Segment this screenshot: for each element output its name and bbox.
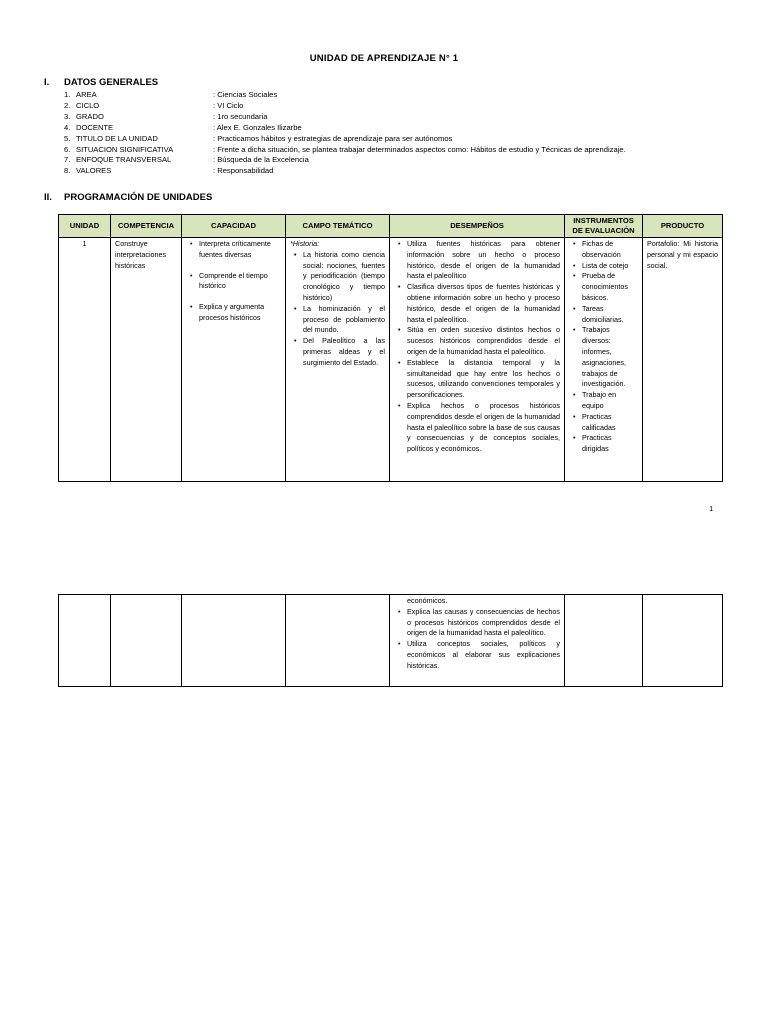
datos-label: GRADO [76,111,104,121]
section-programacion [44,192,212,203]
datos-number: 3. [64,111,71,121]
datos-number: 4. [64,122,71,132]
header-desempenos: DESEMPEÑOS [390,215,565,238]
section-title: PROGRAMACIÓN DE UNIDADES [64,192,213,203]
list-item: • Utiliza fuentes históricas para obtener información sobre un hecho o proceso histórico, desde el origen de la humanidad hasta el paleolítico [407,239,560,282]
cell-unidad [59,595,111,687]
datos-label: CICLO [76,100,100,110]
datos-number: 8. [64,166,71,176]
datos-label: AREA [76,90,97,99]
table-row [59,595,723,687]
datos-row [64,166,626,177]
desempeno-fragment: económicos. [407,596,448,605]
datos-row [64,155,626,166]
datos-row [64,90,626,101]
table-header-row [59,215,723,238]
datos-row [64,112,626,123]
list-item: • Del Paleolítico a las primeras aldeas y el surgimiento del Estado. [303,336,385,368]
cell-desempenos [390,238,565,482]
header-instrumentos: INSTRUMENTOS DE EVALUACIÓN [565,215,643,238]
datos-value: : Búsqueda de la Excelencia [213,155,309,165]
header-campo-tematico: CAMPO TEMÁTICO [286,215,390,238]
programacion-table [58,214,723,482]
section-number: I. [44,77,50,88]
list-item: • Interpreta críticamente fuentes diversas [199,239,281,261]
datos-label: SITUACION SIGNIFICATIVA [76,144,174,154]
header-producto: PRODUCTO [643,215,723,238]
list-item: • Explica hechos o procesos históricos comprendidos desde el origen de la humanidad hasta el paleolítico sobre la base de sus causas y consecuencias y de conceptos sociales, políticos y económicos. [407,401,560,455]
list-item: • Utiliza conceptos sociales, políticos y económicos al elaborar sus explicaciones históricas. [407,639,560,671]
header-competencia: COMPETENCIA [111,215,182,238]
datos-value: : Ciencias Sociales [213,90,278,99]
list-item: • La historia como ciencia social: nociones, fuentes y periodificación (tiempo cronológico y tiempo histórico) [303,250,385,304]
list-item: • Practicas dirigidas [582,433,638,455]
datos-value: : Responsabilidad [213,166,274,176]
list-item: • Explica las causas y consecuencias de hechos o procesos históricos comprendidos desde el origen de la humanidad hasta el paleolítico. [407,607,560,639]
header-capacidad: CAPACIDAD [182,215,286,238]
datos-label: ENFOQUE TRANSVERSAL [76,155,172,165]
section-datos-generales [44,77,158,88]
page-title: UNIDAD DE APRENDIZAJE N° 1 [309,53,459,64]
section-title: DATOS GENERALES [64,77,159,88]
cell-unidad: 1 [59,238,111,482]
cell-desempenos [390,595,565,687]
cell-competencia: Construye interpretaciones históricas [111,238,182,482]
cell-capacidad [182,595,286,687]
datos-number: 5. [64,133,71,143]
datos-value: : Frente a dicha situación, se plantea trabajar determinados aspectos como: Hábitos de estudio y Técnicas de aprendizaje. [213,144,626,154]
list-item: • Lista de cotejo [582,261,638,272]
list-item: • La hominización y el proceso de poblamiento del mundo. [303,304,385,336]
datos-label: VALORES [76,166,112,176]
list-item: • Trabajos diversos: informes, asignaciones, trabajos de investigación. [582,325,638,390]
datos-row [64,123,626,134]
desempenos-list [394,239,560,455]
datos-label: DOCENTE [76,122,114,132]
list-item: • Practicas calificadas [582,412,638,434]
cell-competencia [111,595,182,687]
page-number: 1 [709,504,714,513]
instrumentos-list [569,239,638,455]
cell-instrumentos [565,595,643,687]
list-item: • Sitúa en orden sucesivo distintos hechos o sucesos históricos comprendidos desde el origen de la humanidad hasta el paleolítico. [407,325,560,357]
datos-number: 7. [64,155,71,165]
datos-row [64,101,626,112]
list-item: • Trabajo en equipo [582,390,638,412]
datos-number: 6. [64,144,71,154]
datos-value: : Practicamos hábitos y estrategias de aprendizaje para ser autónomos [213,133,453,143]
datos-value: : 1ro secundaria [213,111,268,121]
capacidad-list [186,239,281,324]
cell-producto [643,595,723,687]
cell-campo-tematico [286,238,390,482]
list-item: • Prueba de conocimientos básicos. [582,271,638,303]
datos-generales-list [64,90,626,177]
list-item: • Establece la distancia temporal y la simultaneidad que hay entre los hechos o sucesos, utilizando convenciones temporales y personificaciones. [407,358,560,401]
list-item: • Tareas domiciliarias. [582,304,638,326]
header-unidad: UNIDAD [59,215,111,238]
datos-value: : VI Ciclo [213,100,244,110]
table-row [59,238,723,482]
list-item: • Comprende el tiempo histórico [199,271,281,293]
datos-number: 1. [64,90,71,99]
datos-row [64,145,626,156]
datos-number: 2. [64,100,71,110]
desempenos-list [394,607,560,672]
campo-list [290,250,385,369]
list-item: • Explica y argumenta procesos históricos [199,302,281,324]
datos-value: : Alex E. Gonzales Ilizarbe [213,122,302,132]
datos-row [64,134,626,145]
campo-heading: *Historia: [290,239,320,248]
cell-campo-tematico [286,595,390,687]
datos-label: TITULO DE LA UNIDAD [76,133,158,143]
cell-instrumentos [565,238,643,482]
list-item: • Fichas de observación [582,239,638,261]
continuation-table [58,594,723,687]
section-number: II. [44,192,52,203]
cell-capacidad [182,238,286,482]
cell-producto: Portafolio: Mi historia personal y mi espacio social. [643,238,723,482]
list-item: • Clasifica diversos tipos de fuentes históricas y obtiene información sobre un hecho y proceso histórico, desde el origen de la humanidad hasta el paleolítico. [407,282,560,325]
